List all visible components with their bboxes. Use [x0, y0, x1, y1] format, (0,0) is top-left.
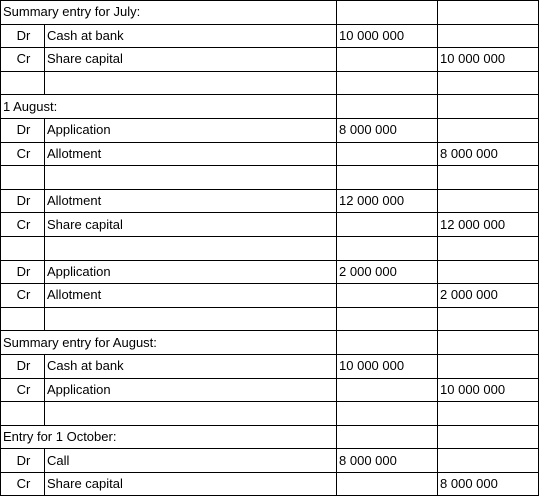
debit-cell: 10 000 000	[337, 24, 438, 48]
dr-cr-cell	[1, 166, 45, 190]
entry-heading: Summary entry for August:	[1, 331, 337, 355]
blank-row	[1, 307, 539, 331]
dr-cr-cell: Dr	[1, 189, 45, 213]
account-cell: Share capital	[45, 213, 337, 237]
blank-row	[1, 166, 539, 190]
debit-cell	[337, 472, 438, 496]
credit-cell: 12 000 000	[438, 213, 539, 237]
account-cell: Application	[45, 118, 337, 142]
debit-cell: 12 000 000	[337, 189, 438, 213]
credit-cell: 2 000 000	[438, 284, 539, 308]
account-cell: Application	[45, 260, 337, 284]
journal-row	[1, 142, 539, 166]
credit-cell	[438, 166, 539, 190]
journal-row	[1, 472, 539, 496]
journal-row	[1, 189, 539, 213]
debit-cell	[337, 425, 438, 449]
credit-cell	[438, 354, 539, 378]
debit-cell	[337, 95, 438, 119]
dr-cr-cell: Dr	[1, 354, 45, 378]
credit-cell	[438, 449, 539, 473]
account-cell: Allotment	[45, 142, 337, 166]
account-cell	[45, 71, 337, 95]
entry-heading: Summary entry for July:	[1, 1, 337, 25]
dr-cr-cell: Cr	[1, 284, 45, 308]
debit-cell: 8 000 000	[337, 449, 438, 473]
credit-cell	[438, 331, 539, 355]
journal-row	[1, 284, 539, 308]
dr-cr-cell: Dr	[1, 449, 45, 473]
heading-row	[1, 95, 539, 119]
journal-row	[1, 213, 539, 237]
debit-cell	[337, 213, 438, 237]
debit-cell	[337, 166, 438, 190]
heading-row	[1, 331, 539, 355]
account-cell: Share capital	[45, 472, 337, 496]
debit-cell	[337, 402, 438, 426]
credit-cell	[438, 95, 539, 119]
debit-cell	[337, 378, 438, 402]
dr-cr-cell: Dr	[1, 24, 45, 48]
credit-cell	[438, 1, 539, 25]
debit-cell	[337, 284, 438, 308]
journal-row	[1, 48, 539, 72]
account-cell	[45, 307, 337, 331]
account-cell	[45, 402, 337, 426]
dr-cr-cell: Dr	[1, 260, 45, 284]
debit-cell: 2 000 000	[337, 260, 438, 284]
credit-cell	[438, 189, 539, 213]
account-cell: Call	[45, 449, 337, 473]
credit-cell	[438, 425, 539, 449]
credit-cell: 8 000 000	[438, 142, 539, 166]
dr-cr-cell: Cr	[1, 472, 45, 496]
credit-cell	[438, 402, 539, 426]
credit-cell	[438, 260, 539, 284]
debit-cell	[337, 331, 438, 355]
blank-row	[1, 236, 539, 260]
credit-cell	[438, 71, 539, 95]
credit-cell: 10 000 000	[438, 378, 539, 402]
credit-cell	[438, 307, 539, 331]
account-cell	[45, 166, 337, 190]
debit-cell	[337, 71, 438, 95]
dr-cr-cell: Cr	[1, 213, 45, 237]
credit-cell	[438, 24, 539, 48]
heading-row	[1, 1, 539, 25]
entry-heading: Entry for 1 October:	[1, 425, 337, 449]
blank-row	[1, 402, 539, 426]
journal-body	[1, 1, 539, 496]
heading-row	[1, 425, 539, 449]
journal-row	[1, 118, 539, 142]
debit-cell	[337, 236, 438, 260]
dr-cr-cell	[1, 236, 45, 260]
debit-cell	[337, 142, 438, 166]
account-cell: Application	[45, 378, 337, 402]
credit-cell	[438, 236, 539, 260]
account-cell: Share capital	[45, 48, 337, 72]
account-cell: Allotment	[45, 284, 337, 308]
debit-cell	[337, 307, 438, 331]
dr-cr-cell: Cr	[1, 378, 45, 402]
credit-cell: 10 000 000	[438, 48, 539, 72]
dr-cr-cell	[1, 307, 45, 331]
account-cell: Cash at bank	[45, 354, 337, 378]
dr-cr-cell: Cr	[1, 142, 45, 166]
debit-cell	[337, 48, 438, 72]
dr-cr-cell: Cr	[1, 48, 45, 72]
debit-cell: 8 000 000	[337, 118, 438, 142]
account-cell: Allotment	[45, 189, 337, 213]
account-cell: Cash at bank	[45, 24, 337, 48]
journal-row	[1, 260, 539, 284]
journal-row	[1, 378, 539, 402]
debit-cell: 10 000 000	[337, 354, 438, 378]
account-cell	[45, 236, 337, 260]
debit-cell	[337, 1, 438, 25]
entry-heading: 1 August:	[1, 95, 337, 119]
dr-cr-cell	[1, 402, 45, 426]
dr-cr-cell: Dr	[1, 118, 45, 142]
journal-row	[1, 449, 539, 473]
dr-cr-cell	[1, 71, 45, 95]
credit-cell	[438, 118, 539, 142]
journal-row	[1, 24, 539, 48]
blank-row	[1, 71, 539, 95]
credit-cell: 8 000 000	[438, 472, 539, 496]
journal-row	[1, 354, 539, 378]
